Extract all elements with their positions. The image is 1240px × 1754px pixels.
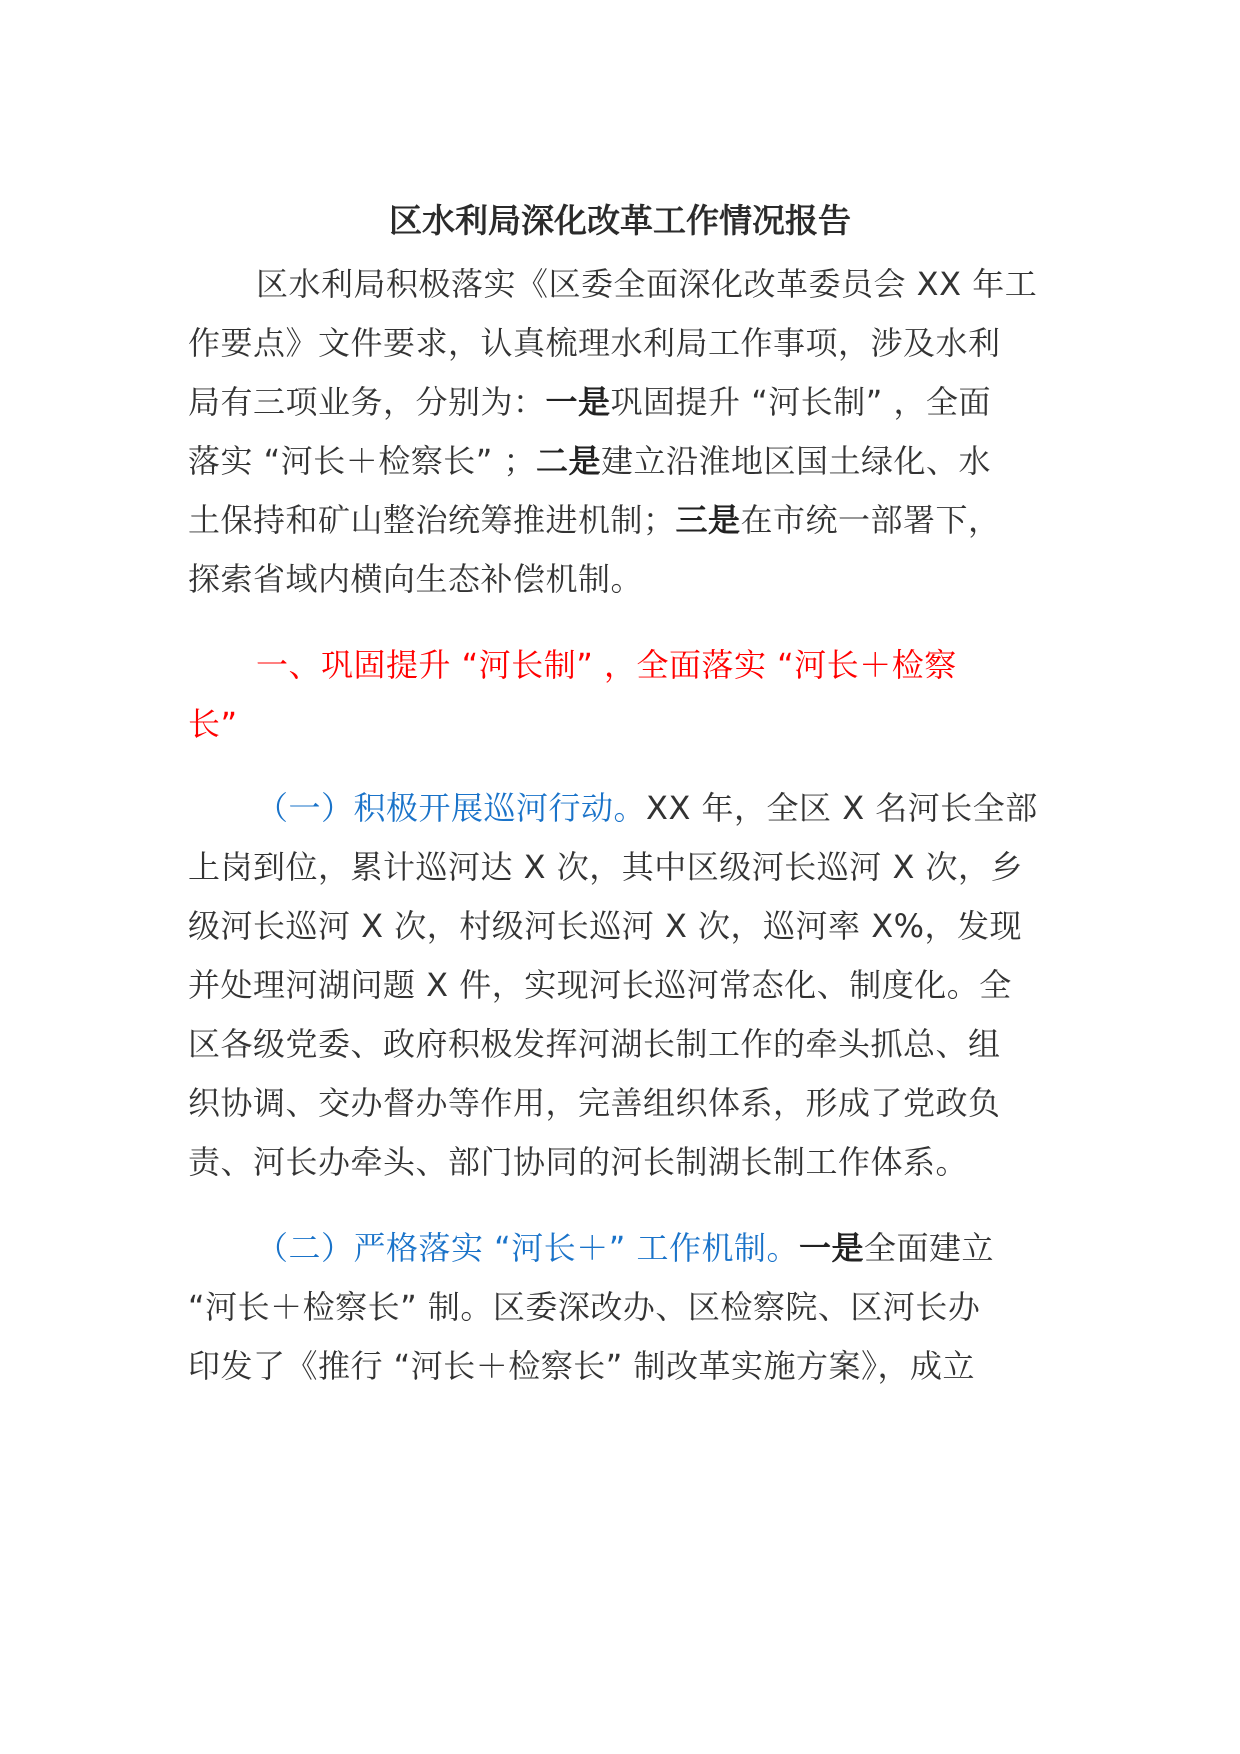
subsection-1-line-6: 织协调、交办督办等作用，完善组织体系，形成了党政负 <box>188 1084 1001 1122</box>
intro-line-2: 作要点》文件要求，认真梳理水利局工作事项，涉及水利 <box>188 324 1001 362</box>
subsection-1-line-7: 责、河长办牵头、部门协同的河长制湖长制工作体系。 <box>188 1143 969 1181</box>
subsection-2-line-2: “河长＋检察长” 制。区委深改办、区检察院、区河长办 <box>188 1288 981 1326</box>
intro-text: 土保持和矿山整治统筹推进机制； <box>188 501 676 539</box>
subsection-2-heading: （二）严格落实 “河长＋” 工作机制。 <box>256 1229 800 1267</box>
point-one-label: 一是 <box>799 1229 865 1267</box>
point-two-label: 二是 <box>536 442 602 480</box>
point-three-label: 三是 <box>675 501 741 539</box>
subsection-1-line-3: 级河长巡河 X 次，村级河长巡河 X 次，巡河率 X%，发现 <box>188 907 1023 945</box>
subsection-2-line-3: 印发了《推行 “河长＋检察长” 制改革实施方案》，成立 <box>188 1347 976 1385</box>
intro-text: 落实 “河长＋检察长” ； <box>188 442 537 480</box>
subsection-1-heading: （一）积极开展巡河行动。 <box>256 789 647 827</box>
document-title: 区水利局深化改革工作情况报告 <box>389 201 851 240</box>
subsection-2-text: 全面建立 <box>864 1229 995 1267</box>
intro-text: 巩固提升 “河长制” ，全面 <box>610 383 992 421</box>
intro-line-6: 探索省域内横向生态补偿机制。 <box>188 560 644 598</box>
intro-text: 建立沿淮地区国土绿化、水 <box>601 442 992 480</box>
intro-line-4 <box>188 439 991 483</box>
section-1-heading-line-1: 一、巩固提升 “河长制” ，全面落实 “河长＋检察 <box>256 646 957 684</box>
intro-line-3 <box>188 380 991 424</box>
intro-text: 在市统一部署下， <box>740 501 1001 539</box>
subsection-1-line-2: 上岗到位，累计巡河达 X 次，其中区级河长巡河 X 次，乡 <box>188 848 1024 886</box>
intro-text: 局有三项业务，分别为： <box>188 383 546 421</box>
subsection-1-line-1 <box>256 786 1038 830</box>
subsection-1-line-5: 区各级党委、政府积极发挥河湖长制工作的牵头抓总、组 <box>188 1025 1001 1063</box>
intro-line-1: 区水利局积极落实《区委全面深化改革委员会 XX 年工 <box>256 265 1038 303</box>
subsection-1-line-4: 并处理河湖问题 X 件，实现河长巡河常态化、制度化。全 <box>188 966 1012 1004</box>
intro-line-5 <box>188 498 1001 542</box>
section-1-heading-line-2: 长” <box>188 705 238 743</box>
subsection-2-line-1 <box>256 1226 994 1270</box>
point-one-label: 一是 <box>545 383 611 421</box>
subsection-1-text: XX 年，全区 X 名河长全部 <box>646 789 1038 827</box>
